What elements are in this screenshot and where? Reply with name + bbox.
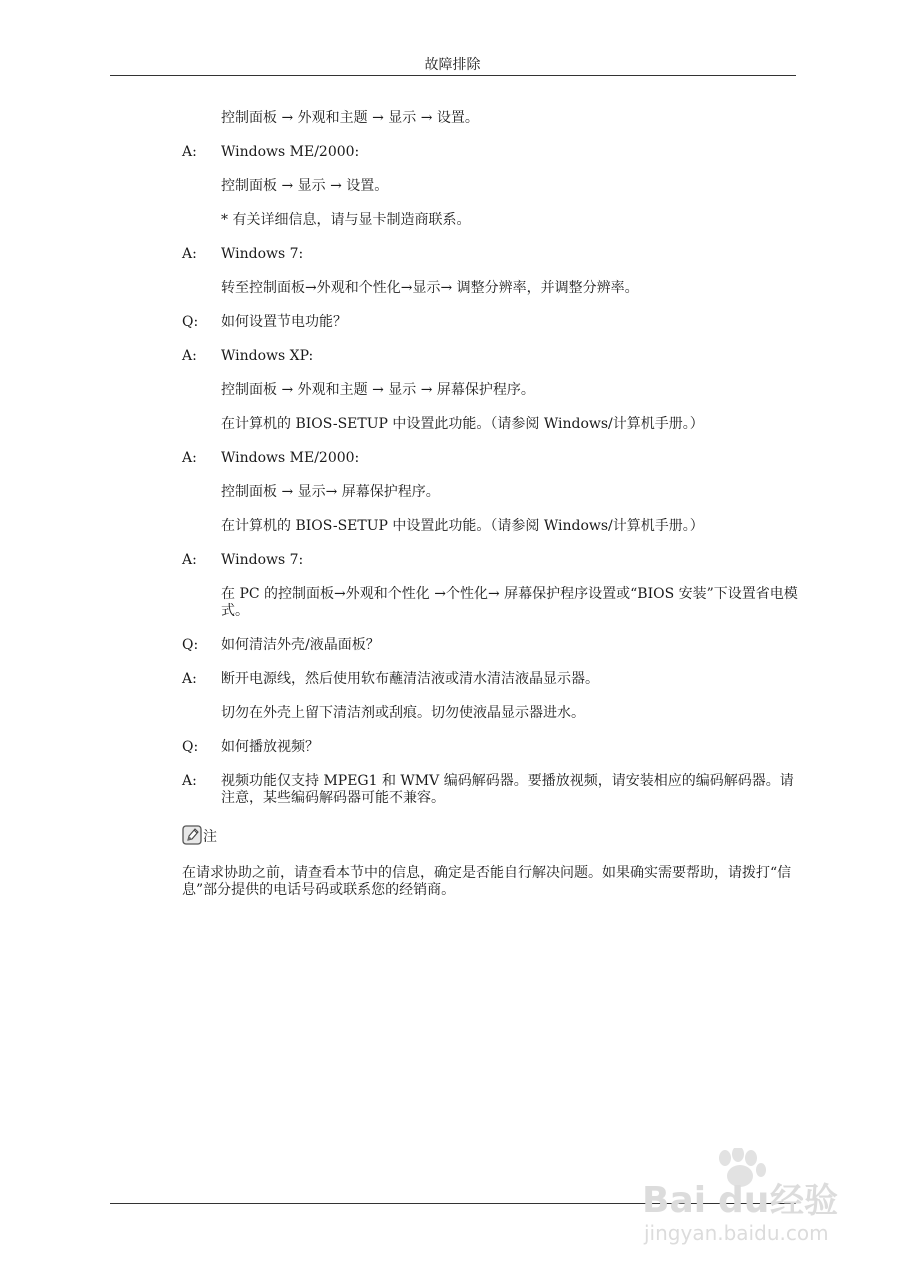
faq-label: A: <box>182 773 197 789</box>
note-label: 注 <box>203 829 217 845</box>
faq-label: A: <box>182 450 197 466</box>
faq-text: 如何播放视频？ <box>221 739 319 755</box>
faq-text: 如何清洁外壳/液晶面板？ <box>221 637 380 653</box>
faq-label: A: <box>182 246 197 262</box>
answer-line: * 有关详细信息，请与显卡制造商联系。 <box>221 212 471 228</box>
answer-line: 控制面板 → 显示→ 屏幕保护程序。 <box>221 484 440 500</box>
faq-label: A: <box>182 671 197 687</box>
note-pencil-icon <box>182 825 202 845</box>
faq-text: Windows 7: <box>221 246 304 262</box>
header-divider <box>110 75 796 76</box>
answer-line: 转至控制面板→外观和个性化→显示→ 调整分辨率，并调整分辨率。 <box>221 280 639 296</box>
faq-label: A: <box>182 552 197 568</box>
faq-text: Windows ME/2000: <box>221 144 360 160</box>
faq-text: Windows ME/2000: <box>221 450 360 466</box>
faq-row <box>182 246 798 263</box>
page-header-title: 故障排除 <box>424 57 481 73</box>
faq-row <box>182 773 798 807</box>
faq-label: Q: <box>182 739 199 755</box>
faq-text: Windows XP: <box>221 348 314 364</box>
note-text: 在请求协助之前，请查看本节中的信息，确定是否能自行解决问题。如果确实需要帮助，请拨打“信息”部分提供的电话号码或联系您的经销商。 <box>182 865 792 898</box>
faq-row <box>182 637 798 654</box>
watermark-brand-cn: 经验 <box>770 1181 838 1221</box>
answer-line: 控制面板 → 外观和主题 → 显示 → 设置。 <box>221 110 479 126</box>
faq-row <box>182 671 798 688</box>
faq-label: Q: <box>182 314 199 330</box>
baidu-jingyan-watermark <box>640 1148 880 1268</box>
faq-row <box>182 450 798 467</box>
faq-label: A: <box>182 348 197 364</box>
answer-line: 在 PC 的控制面板→外观和个性化 →个性化→ 屏幕保护程序设置或“BIOS 安装”下设置省电模式。 <box>221 586 798 619</box>
faq-row <box>182 739 798 756</box>
watermark-url: jingyan.baidu.com <box>644 1221 829 1245</box>
answer-line: 切勿在外壳上留下清洁剂或刮痕。切勿使液晶显示器进水。 <box>221 705 585 721</box>
answer-line: 在计算机的 BIOS-SETUP 中设置此功能。（请参阅 Windows/计算机手册。） <box>221 518 704 534</box>
answer-line: 在计算机的 BIOS-SETUP 中设置此功能。（请参阅 Windows/计算机手册。） <box>221 416 704 432</box>
watermark-brand-latin: Bai <box>642 1180 707 1221</box>
faq-row <box>182 348 798 365</box>
faq-text: 视频功能仅支持 MPEG1 和 WMV 编码解码器。要播放视频，请安装相应的编码解码器。请注意，某些编码解码器可能不兼容。 <box>221 773 794 806</box>
faq-row <box>182 314 798 331</box>
faq-text: Windows 7: <box>221 552 304 568</box>
faq-text: 如何设置节电功能？ <box>221 314 347 330</box>
answer-line: 控制面板 → 外观和主题 → 显示 → 屏幕保护程序。 <box>221 382 535 398</box>
watermark-brand-du: du <box>718 1180 770 1221</box>
faq-text: 断开电源线，然后使用软布蘸清洁液或清水清洁液晶显示器。 <box>221 671 599 687</box>
faq-label: A: <box>182 144 197 160</box>
answer-line: 控制面板 → 显示 → 设置。 <box>221 178 389 194</box>
note-heading <box>182 825 798 845</box>
faq-label: Q: <box>182 637 199 653</box>
faq-content <box>182 110 798 899</box>
faq-row <box>182 144 798 161</box>
faq-row <box>182 552 798 569</box>
